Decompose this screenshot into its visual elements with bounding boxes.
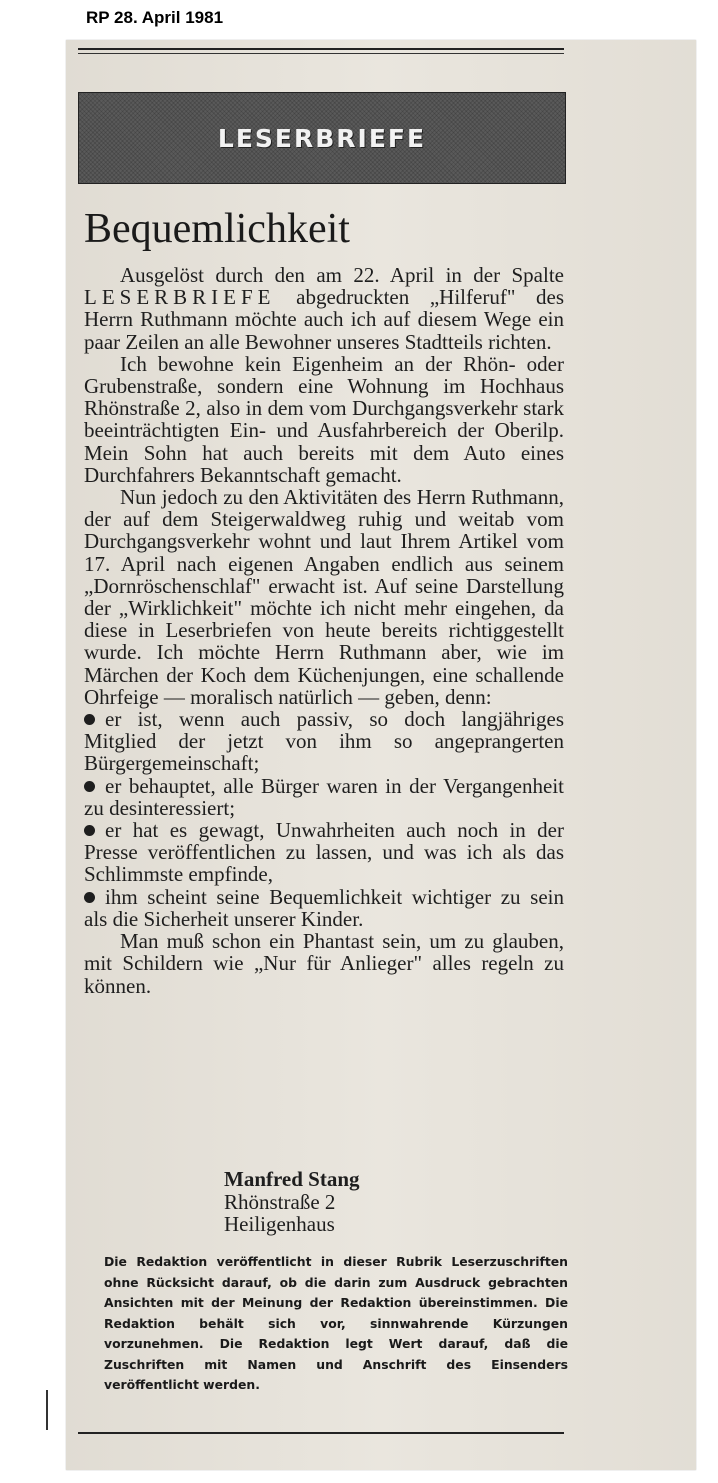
bullet-text: er behauptet, alle Bürger waren in der Vergangenheit zu desinteressiert;: [84, 773, 564, 820]
paragraph-1-start: Ausgelöst durch den am 22. April in der Spalte: [120, 263, 564, 287]
paragraph-3: Nun jedoch zu den Aktivitäten des Herrn Ruthmann, der auf dem Steigerwaldweg ruhig und weitab vom Durchgangsverkehr wohnt und laut Ihrem Artikel vom 17. April nach eigenen Angaben endlich aus seinem „Dornröschenschlaf" erwacht ist. Auf seine Darstellung der „Wirklichkeit" möchte ich nicht mehr eingehen, da diese in Leserbriefen von heute bereits richtiggestellt wurde. Ich möchte Herrn Ruthmann aber, wie im Märchen der Koch dem Küchenjungen, eine schallende Ohrfeige — moralisch natürlich — geben, denn:: [84, 485, 564, 709]
bullet-icon: [84, 714, 95, 725]
editorial-note: Die Redaktion veröffentlicht in dieser Rubrik Leserzuschriften ohne Rücksicht darauf, ob die darin zum Ausdruck gebrachten Ansichten mit der Meinung der Redaktion übereinstimmen. Die Redaktion behält sich vor, sinnwahrende Kürzungen vorzunehmen. Die Redaktion legt Wert darauf, daß die Zuschriften mit Namen und Anschrift des Einsenders veröffentlicht werden.: [104, 1254, 568, 1392]
bullet-text: ihm scheint seine Bequemlichkeit wichtiger zu sein als die Sicherheit unserer Kinder.: [84, 884, 564, 931]
author-name: Manfred Stang: [224, 1167, 360, 1191]
bullet-icon: [84, 825, 95, 836]
bullet-icon: [84, 781, 95, 792]
section-reference: LESERBRIEFE: [84, 285, 276, 310]
article-body: [84, 264, 564, 997]
source-label: RP 28. April 1981: [86, 8, 224, 27]
bullet-text: er ist, wenn auch passiv, so doch langjähriges Mitglied der jetzt von ihm so angeprangerten Bürgergemeinschaft;: [84, 707, 564, 776]
bullet-icon: [84, 892, 95, 903]
bullet-text: er hat es gewagt, Unwahrheiten auch noch in der Presse veröffentlichen zu lassen, und was ich als das Schlimmste empfinde,: [84, 818, 564, 887]
signature-block: [224, 1168, 360, 1236]
article-headline: Bequemlichkeit: [84, 206, 350, 252]
author-city: Heiligenhaus: [224, 1212, 335, 1236]
section-title: LESERBRIEFE: [217, 123, 427, 153]
author-street: Rhönstraße 2: [224, 1189, 336, 1214]
clipping-edge-mark: [46, 1390, 48, 1430]
bullet-item: [84, 775, 564, 819]
bullet-item: [84, 886, 564, 930]
paragraph-2: Ich bewohne kein Eigenheim an der Rhön- oder Grubenstraße, sondern eine Wohnung im Hochhaus Rhönstraße 2, also in dem vom Durchgangsverkehr stark beeinträchtigten Ein- und Ausfahrbereich der Oberilp. Mein Sohn hat auch bereits mit dem Auto eines Durchfahrers Bekanntschaft gemacht.: [84, 351, 564, 487]
closing-paragraph: Man muß schon ein Phantast sein, um zu glauben, mit Schildern wie „Nur für Anlieger" alles regeln zu können.: [84, 929, 564, 998]
paragraph-1-rest: abgedruckten „Hilferuf" des Herrn Ruthmann möchte auch ich auf diesem Wege ein paar Zeilen an alle Bewohner unseres Stadtteils richten.: [84, 285, 565, 354]
bullet-item: [84, 708, 564, 775]
paragraph-1: [84, 264, 564, 353]
top-rule-thin: [78, 53, 564, 54]
bottom-rule: [78, 1432, 564, 1434]
bullet-item: [84, 819, 564, 886]
section-banner: [78, 92, 566, 184]
top-rule: [78, 48, 564, 50]
